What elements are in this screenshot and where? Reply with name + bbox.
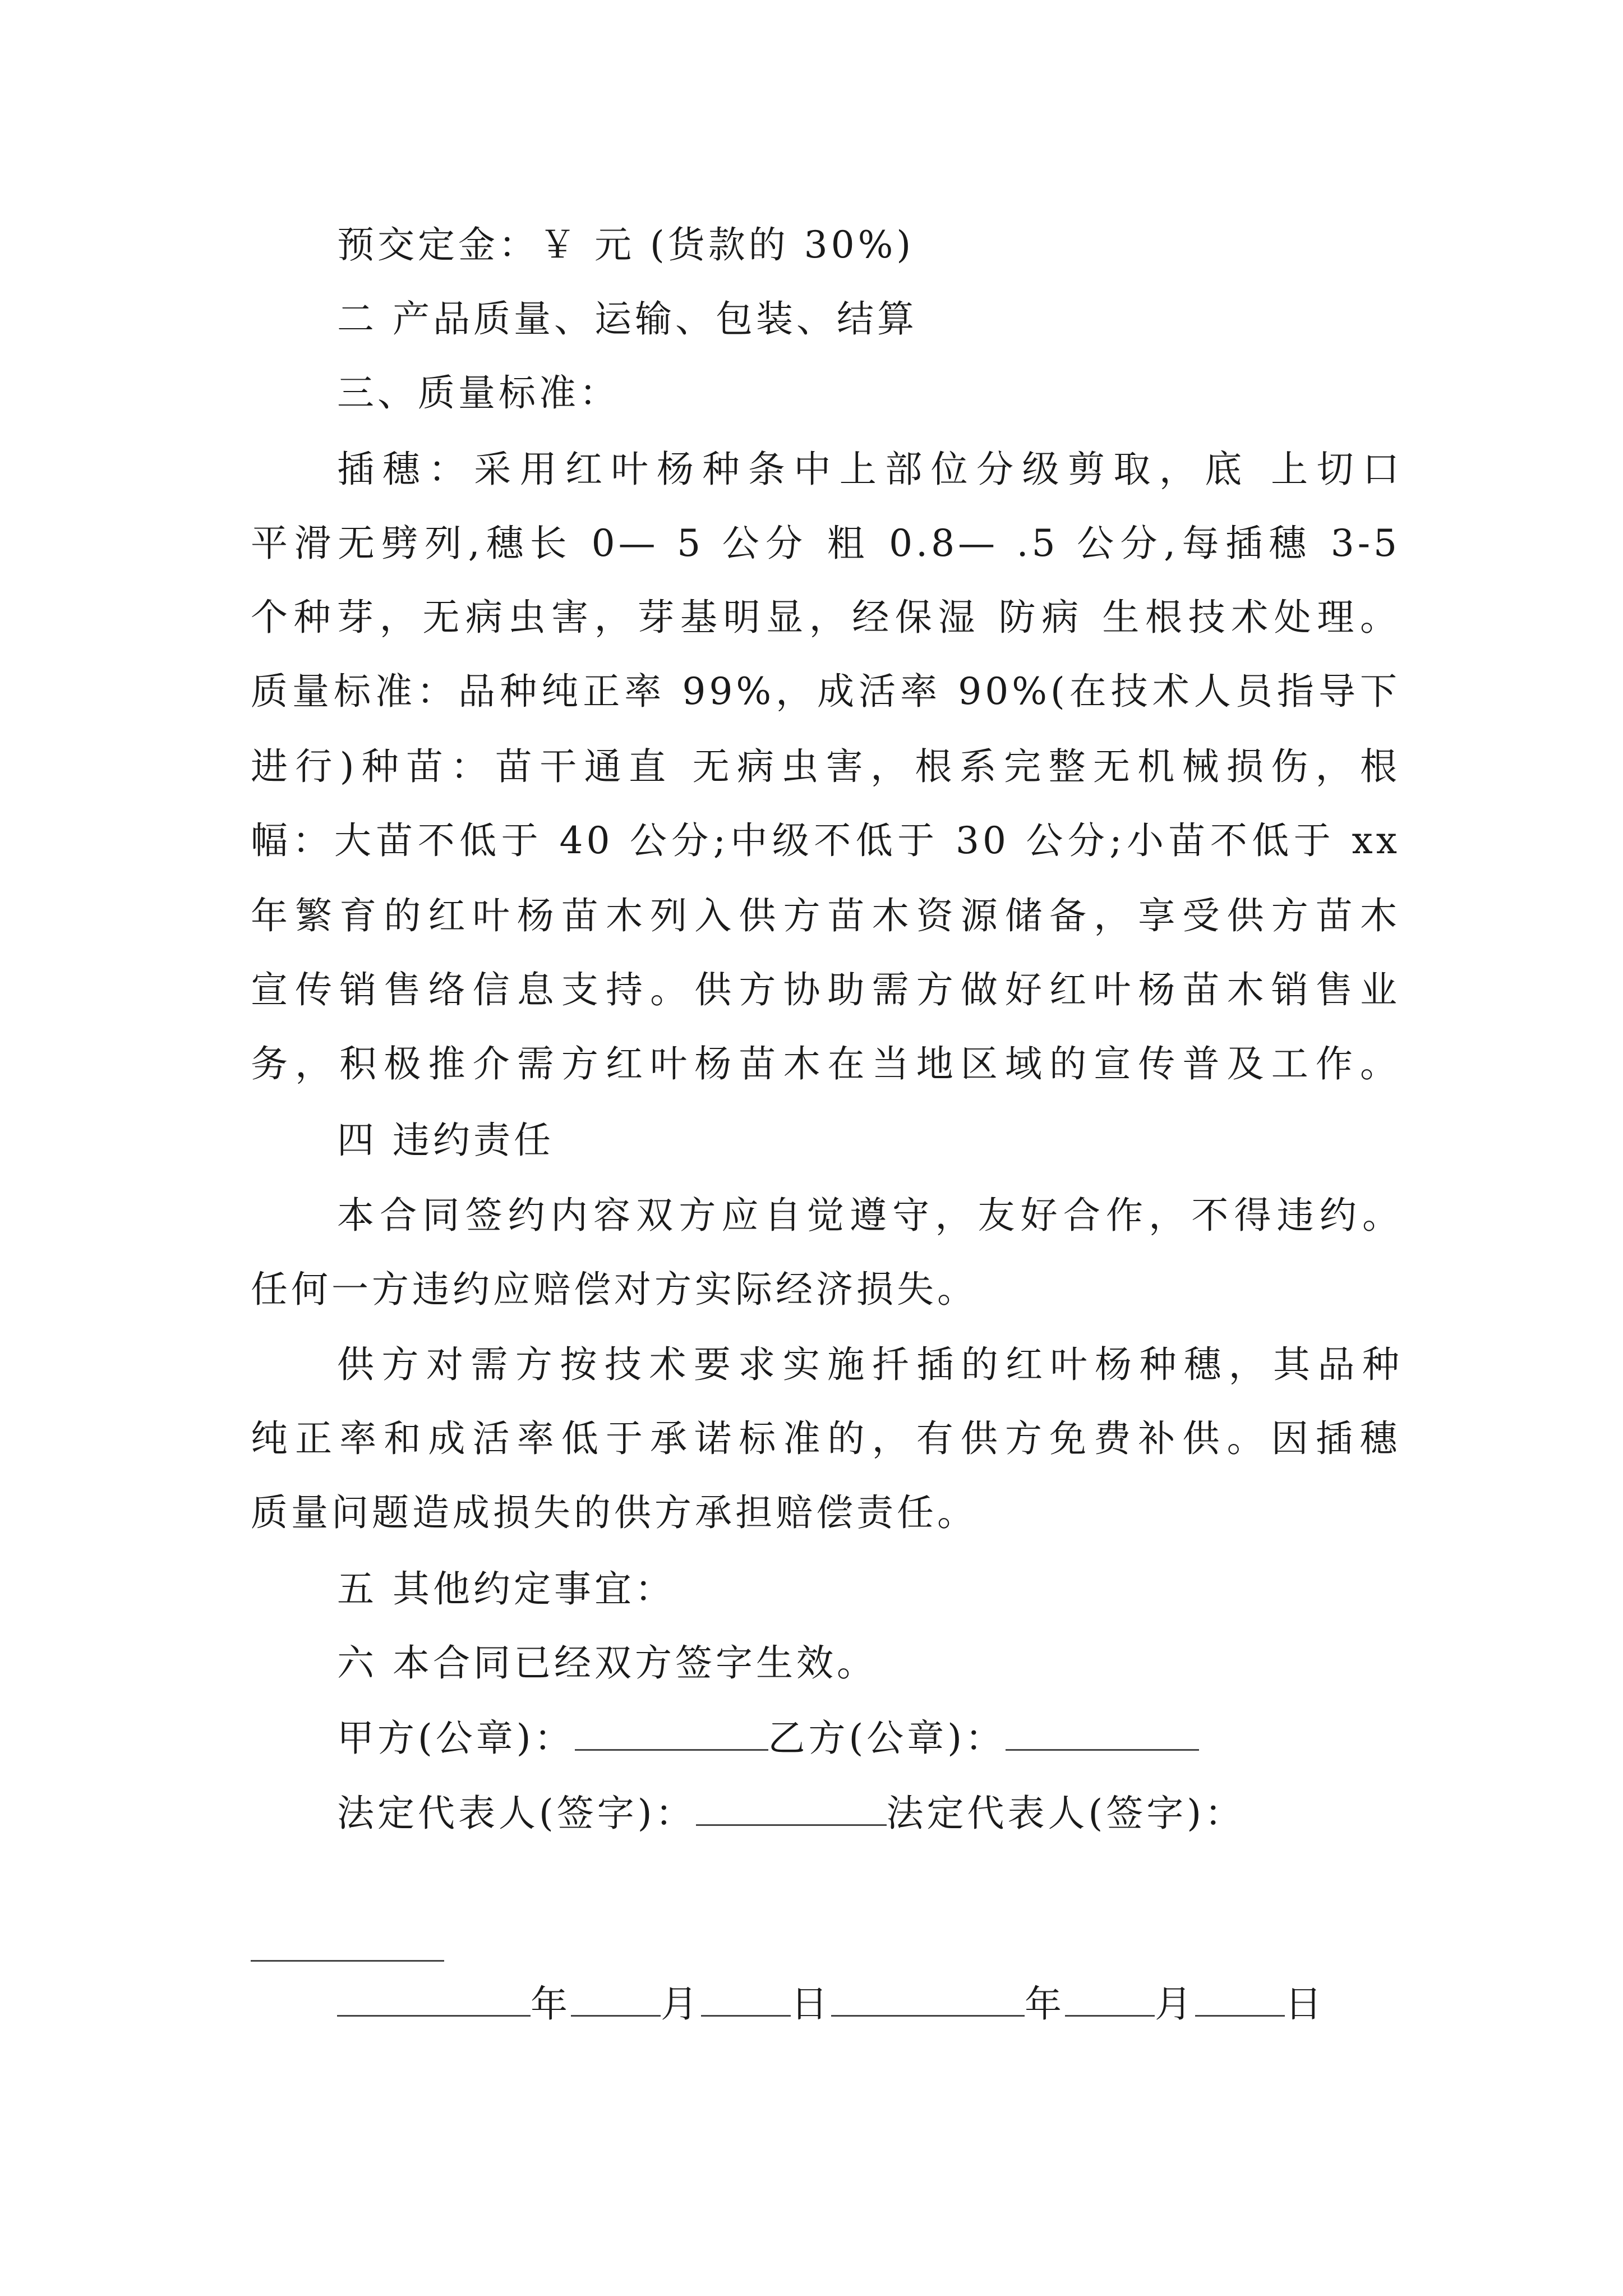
section-two-heading: 二 产品质量、运输、包装、结算 — [337, 297, 917, 341]
quality-paragraph-line: 进行)种苗：苗干通直 无病虫害，根系完整无机械损伤，根 — [251, 745, 1400, 788]
party-b-seal-blank — [1006, 1713, 1199, 1751]
representative-line — [337, 1788, 1403, 1839]
party-a-month-blank — [571, 1979, 661, 2017]
party-a-seal-label: 甲方(公章)： — [337, 1717, 575, 1760]
party-a-rep-blank — [696, 1788, 887, 1826]
supply-paragraph-line: 供方对需方按技术要求实施扦插的红叶杨种穗，其品种 — [337, 1343, 1403, 1386]
breach-paragraph-line: 任何一方违约应赔偿对方实际经济损失。 — [251, 1268, 978, 1311]
day-label: 日 — [791, 1982, 831, 2026]
supply-paragraph-line: 质量问题造成损失的供方承担赔偿责任。 — [251, 1491, 978, 1534]
month-label: 月 — [1155, 1982, 1195, 2026]
deposit-line: 预交定金：￥ 元 (货款的 30%) — [337, 223, 915, 266]
party-a-rep-label: 法定代表人(签字)： — [337, 1792, 696, 1835]
quality-paragraph-line: 务，积极推介需方红叶杨苗木在当地区域的宣传普及工作。 — [251, 1042, 1400, 1085]
breach-paragraph-line: 本合同签约内容双方应自觉遵守，友好合作，不得违约。 — [337, 1194, 1403, 1237]
quality-paragraph-line: 年繁育的红叶杨苗木列入供方苗木资源储备，享受供方苗木 — [251, 894, 1400, 937]
quality-paragraph-line: 平滑无劈列,穗长 0— 5 公分 粗 0.8— .5 公分,每插穗 3-5 — [251, 522, 1400, 565]
month-label: 月 — [661, 1982, 701, 2026]
party-a-seal-blank — [575, 1713, 768, 1751]
party-b-year-blank — [831, 1979, 1025, 2017]
seal-line — [337, 1713, 1403, 1764]
day-label: 日 — [1285, 1982, 1325, 2026]
section-three-heading: 三、质量标准： — [337, 371, 620, 415]
year-label: 年 — [1025, 1982, 1065, 2026]
quality-paragraph-line: 质量标准：品种纯正率 99%，成活率 90%(在技术人员指导下 — [251, 670, 1400, 713]
party-b-month-blank — [1065, 1979, 1155, 2017]
party-b-rep-label: 法定代表人(签字)： — [886, 1792, 1245, 1835]
quality-paragraph-line: 幅：大苗不低于 40 公分;中级不低于 30 公分;小苗不低于 xx — [251, 819, 1400, 862]
party-b-rep-blank — [251, 1959, 444, 1962]
quality-paragraph-line: 宣传销售络信息支持。供方协助需方做好红叶杨苗木销售业 — [251, 968, 1400, 1011]
section-five-heading: 五 其他约定事宜： — [337, 1567, 675, 1611]
party-a-day-blank — [701, 1979, 791, 2017]
party-a-year-blank — [337, 1979, 531, 2017]
year-label: 年 — [531, 1982, 571, 2026]
party-b-day-blank — [1195, 1979, 1285, 2017]
date-line — [337, 1979, 1403, 2030]
section-four-heading: 四 违约责任 — [337, 1119, 554, 1162]
section-six-heading: 六 本合同已经双方签字生效。 — [337, 1641, 877, 1685]
supply-paragraph-line: 纯正率和成活率低于承诺标准的，有供方免费补供。因插穗 — [251, 1417, 1400, 1460]
quality-paragraph-line: 个种芽，无病虫害，芽基明显，经保湿 防病 生根技术处理。 — [251, 596, 1400, 639]
party-b-seal-label: 乙方(公章)： — [768, 1717, 1006, 1760]
quality-paragraph-line: 插穗：采用红叶杨种条中上部位分级剪取，底 上切口 — [337, 448, 1403, 491]
